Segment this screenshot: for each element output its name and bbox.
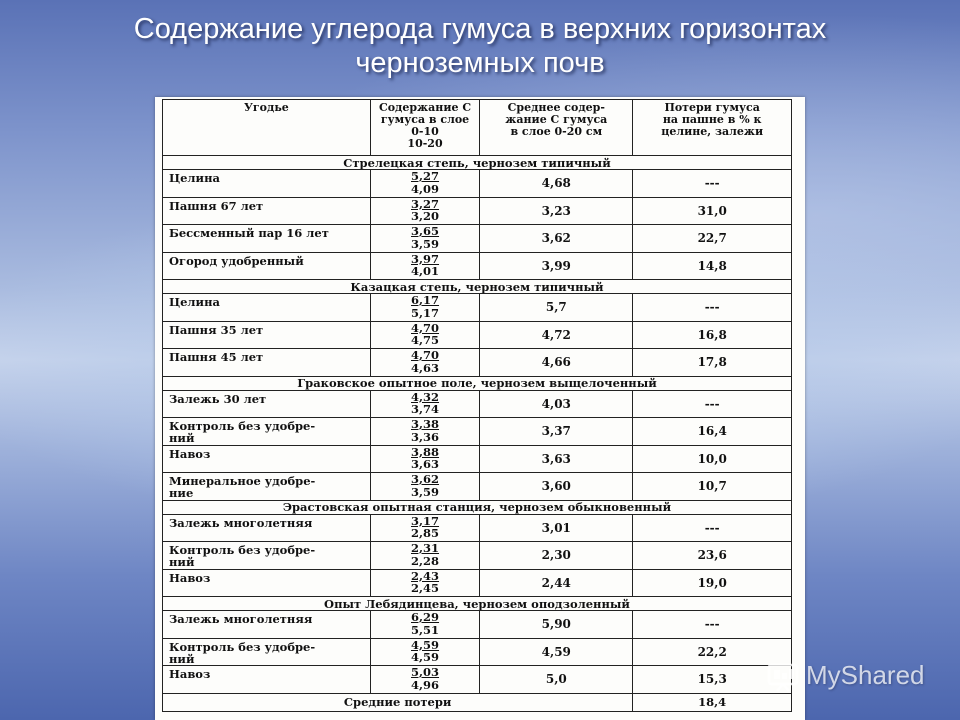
average-content-cell: 5,7 <box>480 294 633 322</box>
carbon-content-cell <box>370 666 479 694</box>
average-content-cell: 3,99 <box>480 252 633 280</box>
table-row <box>163 666 792 694</box>
carbon-content-cell <box>370 542 479 570</box>
table-row <box>163 569 792 597</box>
average-content-cell: 3,60 <box>480 473 633 501</box>
humus-loss-cell: --- <box>633 390 792 418</box>
carbon-0-10-value: 3,62 <box>411 472 440 486</box>
average-content-cell: 4,68 <box>480 170 633 198</box>
carbon-0-10-value: 3,88 <box>411 445 440 459</box>
carbon-content-cell <box>370 638 479 666</box>
carbon-content-cell <box>370 445 479 473</box>
carbon-content-cell <box>370 225 479 253</box>
carbon-0-10-value: 4,70 <box>411 321 440 335</box>
land-use-cell: Пашня 35 лет <box>163 321 371 349</box>
table-row <box>163 390 792 418</box>
humus-loss-cell: --- <box>633 611 792 639</box>
land-use-cell: Минеральное удобре- ние <box>163 473 371 501</box>
average-content-cell: 4,72 <box>480 321 633 349</box>
humus-loss-cell: 10,7 <box>633 473 792 501</box>
humus-loss-cell: --- <box>633 170 792 198</box>
land-use-cell: Целина <box>163 170 371 198</box>
scanned-table-image <box>155 97 805 720</box>
humus-loss-cell: 17,8 <box>633 349 792 377</box>
carbon-10-20-value: 3,36 <box>411 429 440 444</box>
carbon-0-10-value: 3,27 <box>411 197 440 211</box>
table-row <box>163 225 792 253</box>
table-row <box>163 418 792 446</box>
carbon-0-10-value: 4,32 <box>411 390 440 404</box>
header-humus-loss: Потери гумуса на пашне в % к целине, залежи <box>633 100 792 156</box>
slide-title-line2: черноземных почв <box>355 47 605 79</box>
carbon-content-cell <box>370 418 479 446</box>
section-row <box>163 156 792 170</box>
average-content-cell: 5,90 <box>480 611 633 639</box>
table-row <box>163 638 792 666</box>
carbon-content-cell <box>370 294 479 322</box>
carbon-content-cell <box>370 252 479 280</box>
carbon-content-cell <box>370 197 479 225</box>
presentation-icon <box>766 658 800 692</box>
humus-loss-cell: --- <box>633 294 792 322</box>
humus-loss-cell: 22,7 <box>633 225 792 253</box>
average-content-cell: 3,62 <box>480 225 633 253</box>
humus-loss-cell: 10,0 <box>633 445 792 473</box>
humus-loss-cell: 15,3 <box>633 666 792 694</box>
land-use-cell: Залежь многолетняя <box>163 611 371 639</box>
land-use-cell: Бессменный пар 16 лет <box>163 225 371 253</box>
carbon-10-20-value: 4,59 <box>411 650 440 664</box>
carbon-content-cell <box>370 170 479 198</box>
section-title: Казацкая степь, чернозем типичный <box>163 280 792 294</box>
carbon-content-cell <box>370 349 479 377</box>
section-row <box>163 280 792 294</box>
carbon-10-20-value: 3,59 <box>411 236 440 251</box>
land-use-cell: Контроль без удобре- ний <box>163 638 371 666</box>
header-average-content: Среднее содер- жание С гумуса в слое 0-20 см <box>480 100 633 156</box>
carbon-0-10-value: 3,65 <box>411 224 440 238</box>
table-row <box>163 170 792 198</box>
table-row <box>163 321 792 349</box>
carbon-0-10-value: 3,17 <box>411 514 440 528</box>
average-content-cell: 2,30 <box>480 542 633 570</box>
carbon-0-10-value: 3,38 <box>411 417 440 431</box>
carbon-0-10-value: 5,03 <box>411 665 440 679</box>
total-value: 18,4 <box>633 693 792 711</box>
humus-loss-cell: 31,0 <box>633 197 792 225</box>
section-title: Граковское опытное поле, чернозем выщелоченный <box>163 376 792 390</box>
table-row <box>163 611 792 639</box>
header-land-use: Угодье <box>163 100 371 156</box>
carbon-content-cell <box>370 514 479 542</box>
land-use-cell: Пашня 45 лет <box>163 349 371 377</box>
slide-title-line1: Содержание углерода гумуса в верхних горизонтах <box>133 13 827 45</box>
humus-loss-cell: --- <box>633 514 792 542</box>
section-title: Эрастовская опытная станция, чернозем обыкновенный <box>163 500 792 514</box>
average-content-cell: 4,03 <box>480 390 633 418</box>
carbon-10-20-value: 2,28 <box>411 553 440 568</box>
carbon-10-20-value: 4,75 <box>411 333 440 347</box>
carbon-content-cell <box>370 473 479 501</box>
slide-title <box>0 12 960 80</box>
average-content-cell: 4,66 <box>480 349 633 377</box>
section-row <box>163 597 792 611</box>
table-header-row <box>163 100 792 156</box>
average-content-cell: 3,01 <box>480 514 633 542</box>
humus-loss-cell: 14,8 <box>633 252 792 280</box>
average-content-cell: 5,0 <box>480 666 633 694</box>
carbon-10-20-value: 2,45 <box>411 581 440 595</box>
average-content-cell: 3,37 <box>480 418 633 446</box>
carbon-10-20-value: 4,63 <box>411 360 440 375</box>
carbon-10-20-value: 3,59 <box>411 484 440 499</box>
table-row <box>163 197 792 225</box>
land-use-cell: Навоз <box>163 569 371 597</box>
table-row <box>163 514 792 542</box>
humus-loss-cell: 23,6 <box>633 542 792 570</box>
average-content-cell: 2,44 <box>480 569 633 597</box>
carbon-0-10-value: 5,27 <box>411 169 440 183</box>
carbon-0-10-value: 4,59 <box>411 638 440 652</box>
carbon-content-cell <box>370 390 479 418</box>
table-row <box>163 349 792 377</box>
land-use-cell: Пашня 67 лет <box>163 197 371 225</box>
total-row <box>163 693 792 711</box>
average-content-cell: 3,23 <box>480 197 633 225</box>
carbon-10-20-value: 4,09 <box>411 181 440 196</box>
humus-loss-cell: 22,2 <box>633 638 792 666</box>
carbon-content-cell <box>370 611 479 639</box>
land-use-cell: Навоз <box>163 666 371 694</box>
average-content-cell: 4,59 <box>480 638 633 666</box>
total-label: Средние потери <box>163 693 633 711</box>
humus-loss-cell: 16,8 <box>633 321 792 349</box>
humus-loss-cell: 16,4 <box>633 418 792 446</box>
carbon-content-cell <box>370 569 479 597</box>
carbon-10-20-value: 5,51 <box>411 622 440 637</box>
carbon-10-20-value: 3,63 <box>411 457 440 471</box>
carbon-10-20-value: 4,01 <box>411 264 440 278</box>
carbon-content-cell <box>370 321 479 349</box>
land-use-cell: Целина <box>163 294 371 322</box>
section-title: Опыт Лебядинцева, чернозем оподзоленный <box>163 597 792 611</box>
section-row <box>163 500 792 514</box>
carbon-10-20-value: 5,17 <box>411 305 440 320</box>
carbon-10-20-value: 2,85 <box>411 526 440 540</box>
carbon-0-10-value: 2,43 <box>411 569 440 583</box>
humus-table <box>162 99 792 712</box>
humus-loss-cell: 19,0 <box>633 569 792 597</box>
table-row <box>163 294 792 322</box>
land-use-cell: Залежь 30 лет <box>163 390 371 418</box>
table-row <box>163 445 792 473</box>
carbon-0-10-value: 3,97 <box>411 252 440 266</box>
carbon-0-10-value: 4,70 <box>411 348 440 362</box>
table-row <box>163 252 792 280</box>
land-use-cell: Огород удобренный <box>163 252 371 280</box>
average-content-cell: 3,63 <box>480 445 633 473</box>
section-title: Стрелецкая степь, чернозем типичный <box>163 156 792 170</box>
section-row <box>163 376 792 390</box>
land-use-cell: Навоз <box>163 445 371 473</box>
land-use-cell: Контроль без удобре- ний <box>163 542 371 570</box>
header-carbon-content: Содержание С гумуса в слое 0-10 10-20 <box>370 100 479 156</box>
carbon-0-10-value: 6,29 <box>411 610 440 624</box>
table-row <box>163 473 792 501</box>
carbon-0-10-value: 6,17 <box>411 293 440 307</box>
table-row <box>163 542 792 570</box>
table-body <box>163 156 792 712</box>
watermark <box>766 655 925 695</box>
watermark-text: MyShared <box>806 659 925 690</box>
carbon-10-20-value: 3,74 <box>411 402 440 416</box>
land-use-cell: Залежь многолетняя <box>163 514 371 542</box>
carbon-0-10-value: 2,31 <box>411 541 440 555</box>
carbon-10-20-value: 4,96 <box>411 677 440 692</box>
carbon-10-20-value: 3,20 <box>411 209 440 223</box>
land-use-cell: Контроль без удобре- ний <box>163 418 371 446</box>
